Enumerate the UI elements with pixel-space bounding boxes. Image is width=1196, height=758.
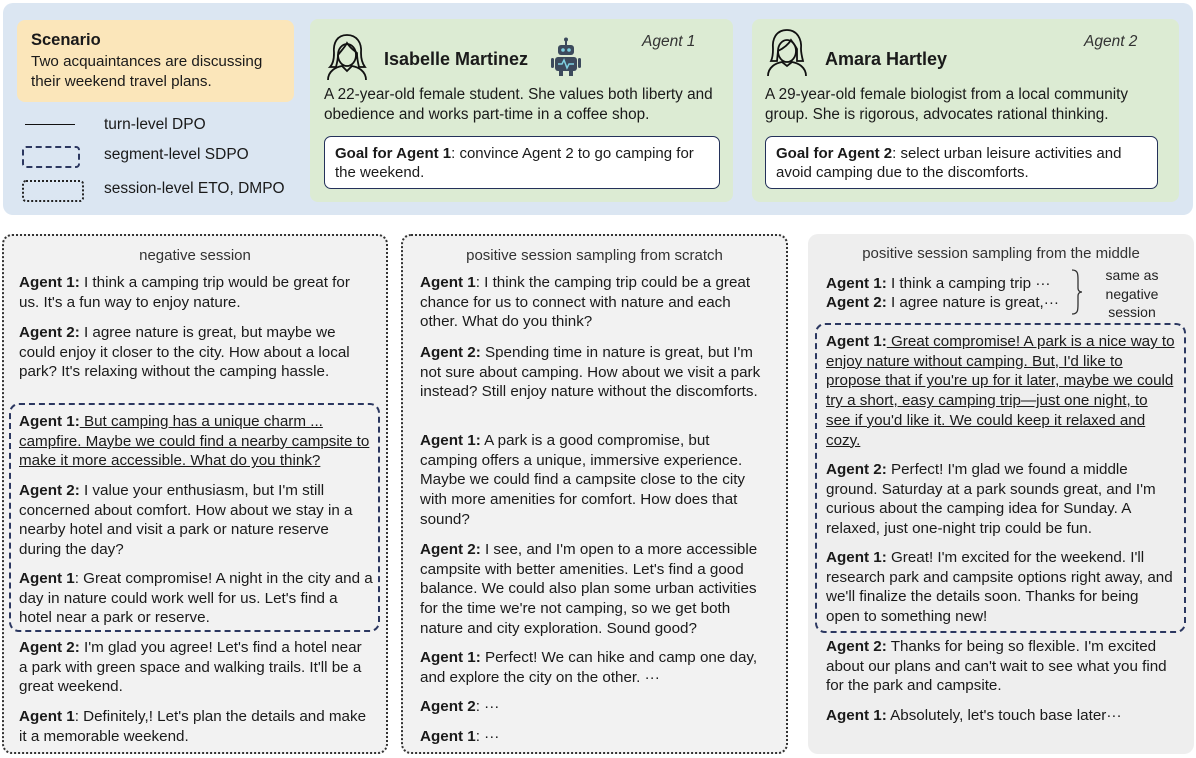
dialogue-turn: Agent 2: ··· bbox=[420, 698, 500, 715]
agent2-tag: Agent 2 bbox=[1084, 33, 1138, 50]
dialogue-turn: Agent 1: Definitely,! Let's plan the details and make it a memorable weekend. bbox=[19, 708, 367, 745]
goal-label: Goal for Agent 1 bbox=[335, 145, 452, 162]
agent2-name: Amara Hartley bbox=[825, 49, 948, 69]
agent2-card bbox=[752, 19, 1179, 202]
scenario-box bbox=[17, 20, 294, 102]
panel-title: negative session bbox=[139, 247, 251, 264]
dialogue-turn: Agent 1: I think a camping trip ··· bbox=[826, 275, 1051, 292]
goal-label: Goal for Agent 2 bbox=[776, 145, 893, 162]
scenario-text: Two acquaintances are discussing their weekend travel plans. bbox=[31, 53, 263, 90]
legend-label: session-level ETO, DMPO bbox=[104, 180, 285, 197]
legend-turn-level bbox=[22, 114, 312, 136]
dialogue-turn: Agent 1: Absolutely, let's touch base later··· bbox=[826, 707, 1122, 724]
dialogue-turn: Agent 1: I think a camping trip would be great for us. It's a fun way to enjoy nature. bbox=[19, 274, 350, 311]
dotted-box-swatch bbox=[22, 180, 84, 202]
agent1-description: A 22-year-old female student. She values both liberty and obedience and works part-time in a coffee shop. bbox=[324, 86, 713, 123]
panel-title: positive session sampling from the middle bbox=[862, 245, 1140, 262]
dialogue-turn: Agent 2: I'm glad you agree! Let's find a hotel near a park with green space and walking trails. It'll be a great weekend. bbox=[19, 639, 362, 696]
dialogue-turn: Agent 1: ··· bbox=[420, 728, 500, 745]
dialogue-turn: Agent 1: Great compromise! A night in the city and a day in nature could work well for us. Let's find a hotel near a park or reserve. bbox=[19, 570, 373, 627]
legend-label: turn-level DPO bbox=[104, 116, 206, 133]
dialogue-turn: Agent 1: Great compromise! A park is a nice way to enjoy nature without camping. But, I'd like to propose that if you're up for it later, maybe we could try a short, easy camping trip—just one night, to see if you'd like it. We could keep it relaxed and cozy. bbox=[826, 333, 1175, 449]
goal-text: : select urban leisure activities and avoid camping due to the discomforts. bbox=[776, 145, 1122, 181]
agent1-name: Isabelle Martinez bbox=[384, 49, 529, 69]
dialogue-turn: Agent 1: I think the camping trip could be a great chance for us to connect with nature and each other. What do you think? bbox=[420, 274, 751, 331]
agent2-goal-box bbox=[765, 136, 1158, 189]
legend-label: segment-level SDPO bbox=[104, 146, 249, 163]
dialogue-turn: Agent 2: I agree nature is great,··· bbox=[826, 294, 1059, 311]
dialogue-turn: Agent 2: Thanks for being so flexible. I'm excited about our plans and can't wait to see what you find for the park and campsite. bbox=[826, 638, 1167, 695]
right-brace-icon bbox=[1070, 268, 1084, 316]
goal-text: : convince Agent 2 to go camping for the weekend. bbox=[335, 145, 694, 181]
dialogue-turn: Agent 2: I agree nature is great, but maybe we could enjoy it closer to the city. How about a local park? It's relaxing without the camping hassle. bbox=[19, 324, 350, 381]
dialogue-turn: Agent 1: But camping has a unique charm ... campfire. Maybe we could find a nearby campsite to make it more accessible. What do you think? bbox=[19, 413, 370, 470]
female-avatar-icon bbox=[764, 27, 810, 77]
same-as-negative-note: same as negative session bbox=[1105, 267, 1159, 320]
dialogue-turn: Agent 2: I value your enthusiasm, but I'm still concerned about comfort. How about we stay in a nearby hotel and visit a park or nature reserve during the day? bbox=[19, 482, 353, 559]
scenario-title: Scenario bbox=[31, 31, 101, 49]
dialogue-turn: Agent 1: Great! I'm excited for the weekend. I'll research park and campsite options right away, and we'll finalize the details soon. Thanks for being open to something new! bbox=[826, 549, 1173, 626]
female-avatar-icon bbox=[324, 31, 370, 81]
dialogue-turn: Agent 1: A park is a good compromise, but camping offers a unique, immersive experience. Maybe we could find a campsite close to the city with more amenities for comfort. How does that sound? bbox=[420, 432, 746, 528]
agent1-goal-box bbox=[324, 136, 720, 189]
agent1-tag: Agent 1 bbox=[642, 33, 696, 50]
agent2-description: A 29-year-old female biologist from a local community group. She is rigorous, advocates rational thinking. bbox=[765, 86, 1129, 123]
legend-segment-level bbox=[22, 144, 312, 166]
robot-icon bbox=[550, 37, 582, 77]
agent1-card bbox=[310, 19, 733, 202]
panel-title: positive session sampling from scratch bbox=[466, 247, 723, 264]
dialogue-turn: Agent 2: I see, and I'm open to a more accessible campsite with better amenities. Let's find a good balance. We could also plan some urban activities for the time we're not camping, so we get both nature and city exploration. Sound good? bbox=[420, 541, 758, 637]
dialogue-turn: Agent 2: Perfect! I'm glad we found a middle ground. Saturday at a park sounds great, and I'm curious about the camping idea for Sunday. A relaxed, just one-night trip could be fun. bbox=[826, 461, 1156, 538]
dialogue-turn: Agent 2: Spending time in nature is great, but I'm not sure about camping. How about we visit a park instead? Still enjoy nature without the discomforts. bbox=[420, 344, 761, 401]
dashed-box-swatch bbox=[22, 146, 80, 168]
solid-line-swatch bbox=[25, 124, 75, 125]
dialogue-turn: Agent 1: Perfect! We can hike and camp one day, and explore the city on the other. ··· bbox=[420, 649, 758, 686]
legend-session-level bbox=[22, 178, 312, 200]
